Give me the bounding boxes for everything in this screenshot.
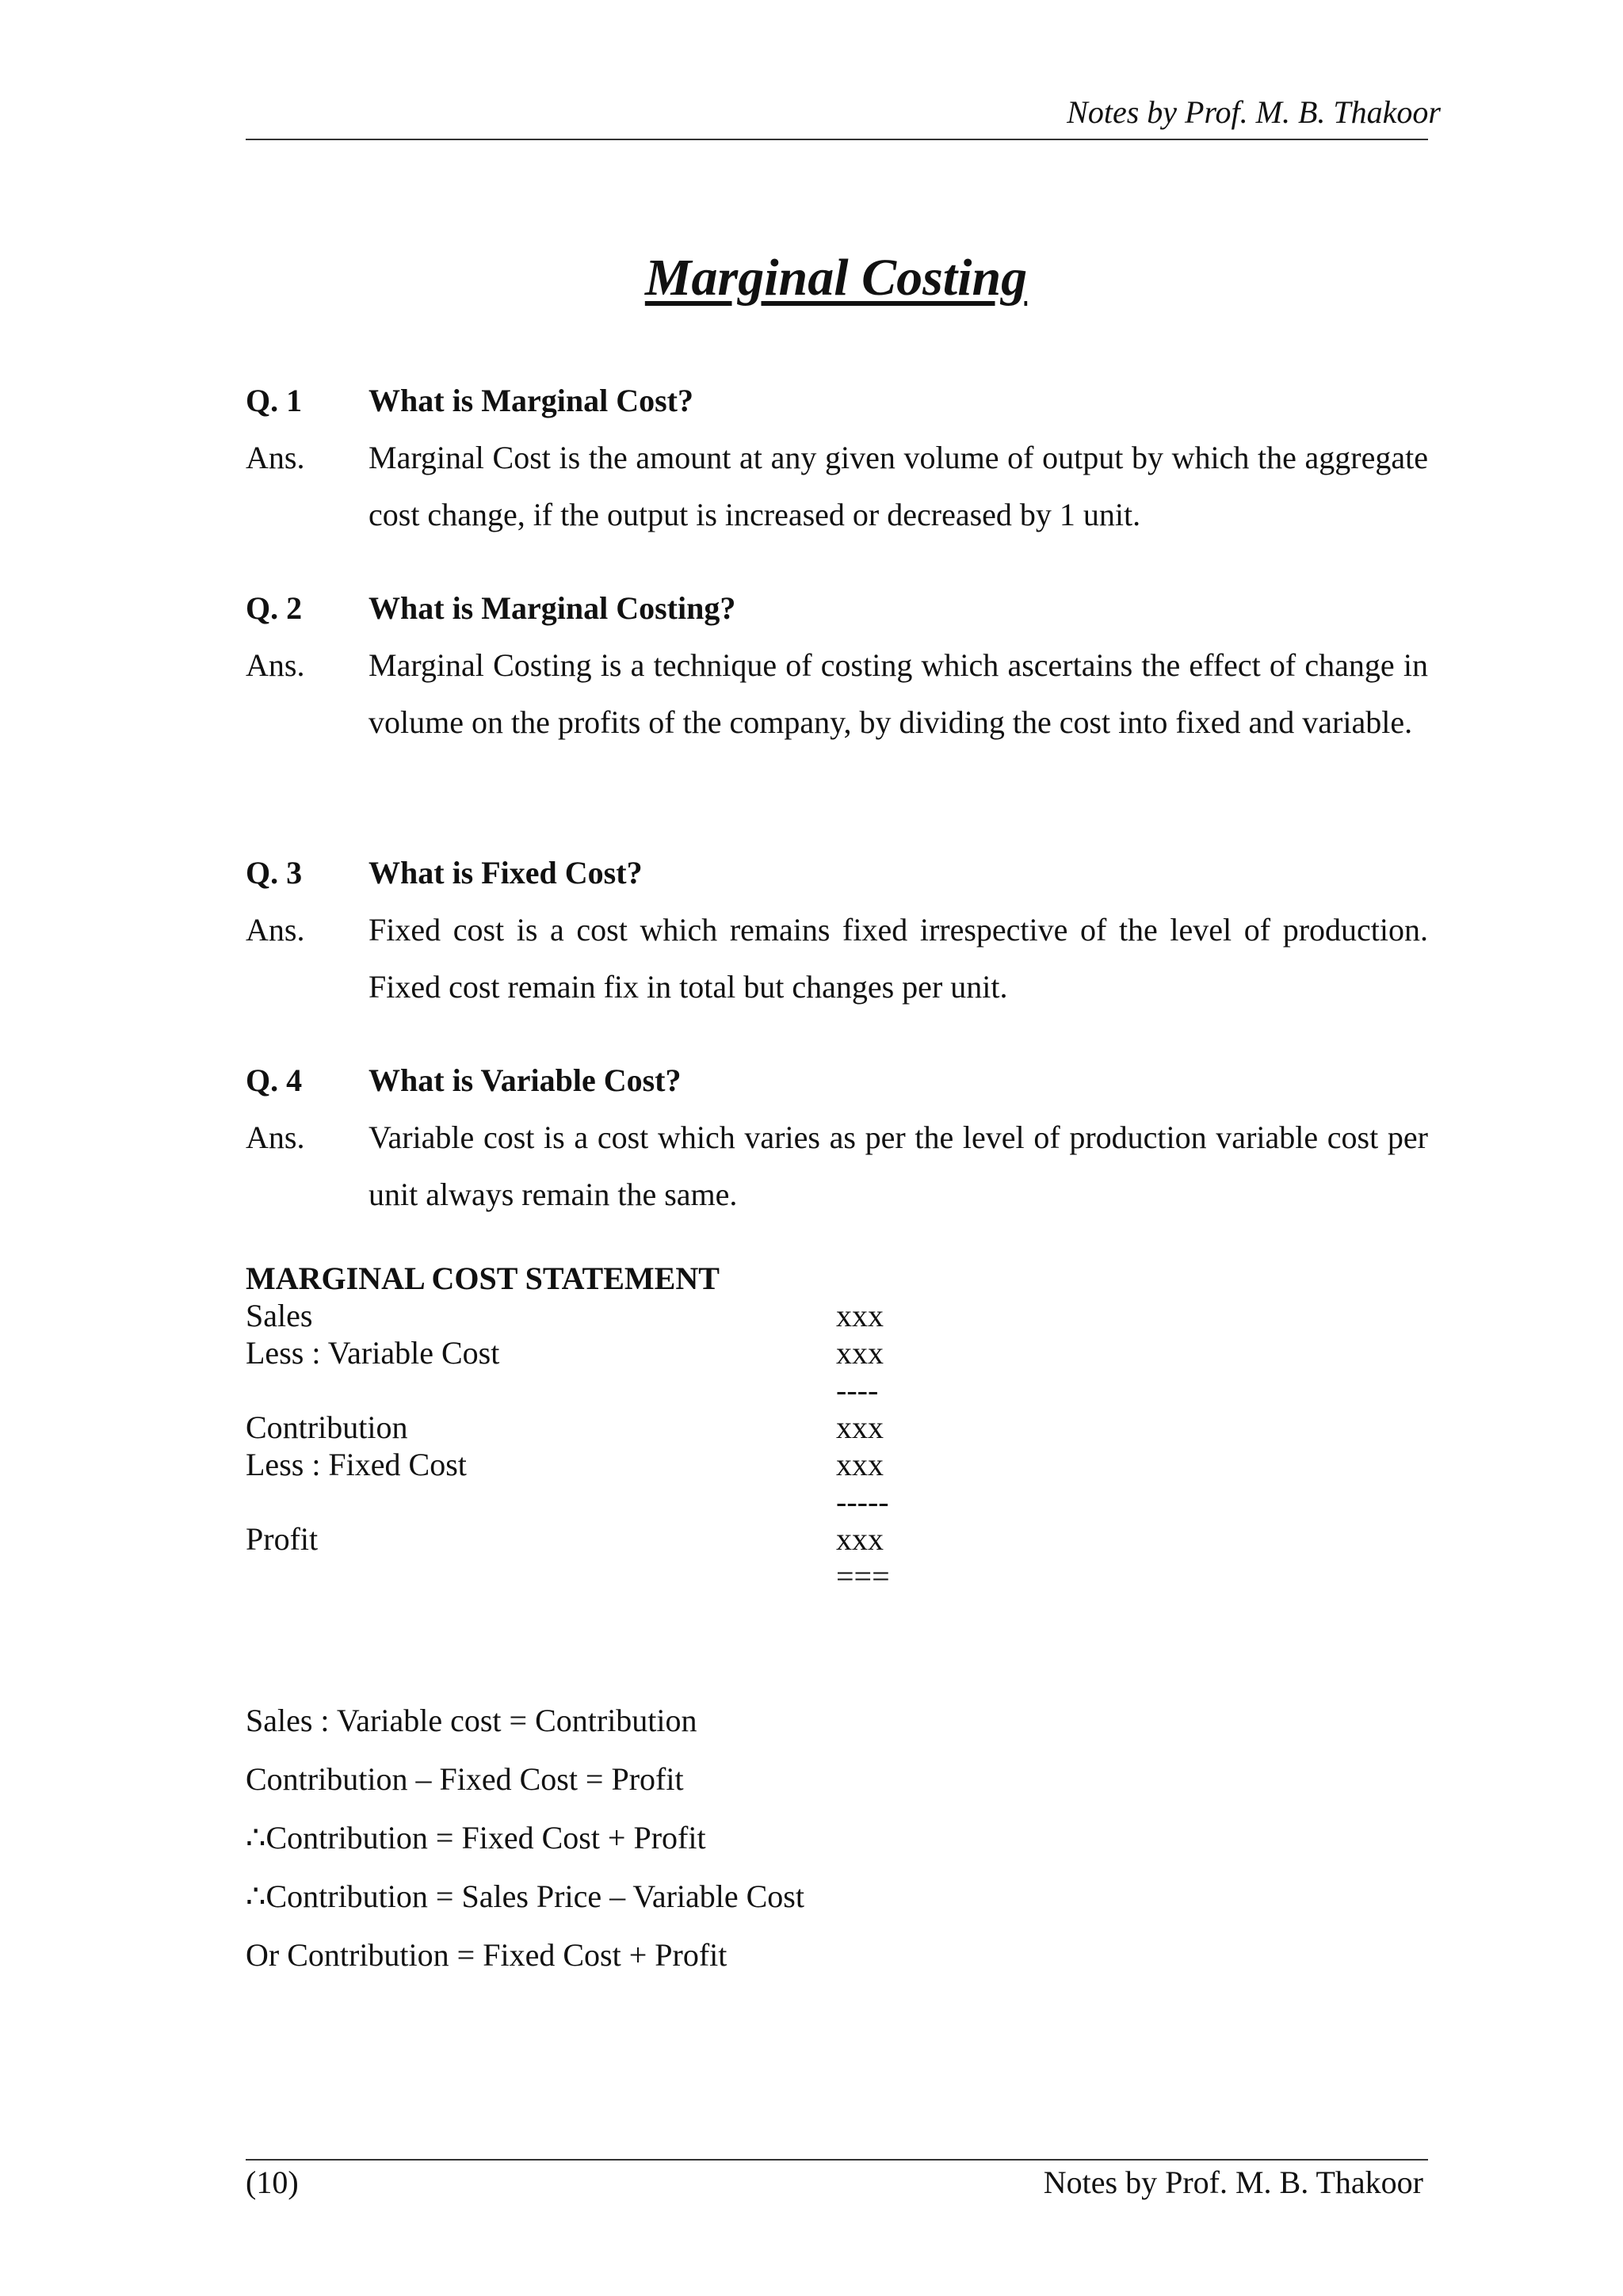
statement-label bbox=[246, 1371, 836, 1409]
answer-row bbox=[246, 637, 1428, 751]
answer-row bbox=[246, 429, 1428, 543]
statement-row bbox=[246, 1371, 959, 1409]
statement-row bbox=[246, 1520, 959, 1558]
statement-row bbox=[246, 1558, 959, 1595]
answer-text: Marginal Cost is the amount at any given volume of output by which the aggregate cost change, if the output is increased or decreased by 1 unit. bbox=[369, 440, 1428, 532]
footer-rule bbox=[246, 2159, 1428, 2161]
statement-row bbox=[246, 1297, 959, 1334]
statement-label: Sales bbox=[246, 1298, 313, 1333]
statement-label: Less : Variable Cost bbox=[246, 1335, 500, 1371]
statement-title: MARGINAL COST STATEMENT bbox=[246, 1261, 720, 1296]
statement-label bbox=[246, 1483, 836, 1520]
question-label: Q. 2 bbox=[246, 590, 303, 626]
question-row bbox=[246, 845, 1428, 902]
qa-block-3 bbox=[246, 845, 1428, 1016]
statement-row bbox=[246, 1483, 959, 1520]
formula-line: ∴Contribution = Fixed Cost + Profit bbox=[246, 1820, 706, 1855]
statement-separator: ----- bbox=[836, 1484, 889, 1520]
statement-row bbox=[246, 1446, 959, 1483]
formula-line: ∴Contribution = Sales Price – Variable Cost bbox=[246, 1878, 804, 1914]
formula-line: Or Contribution = Fixed Cost + Profit bbox=[246, 1937, 727, 1973]
statement-label: Profit bbox=[246, 1521, 319, 1557]
marginal-cost-statement bbox=[246, 1260, 959, 1595]
answer-text: Marginal Costing is a technique of costing which ascertains the effect of change in volume on the profits of the company, by dividing the cost into fixed and variable. bbox=[369, 647, 1428, 740]
answer-text: Fixed cost is a cost which remains fixed irrespective of the level of production. Fixed cost remain fix in total but changes per unit. bbox=[369, 912, 1428, 1005]
statement-value: xxx bbox=[836, 1409, 884, 1445]
statement-label bbox=[246, 1558, 836, 1595]
statement-row bbox=[246, 1334, 959, 1371]
formula-list bbox=[246, 1691, 804, 1985]
statement-value: xxx bbox=[836, 1335, 884, 1371]
answer-label: Ans. bbox=[246, 440, 305, 475]
question-row bbox=[246, 580, 1428, 637]
answer-label: Ans. bbox=[246, 1119, 305, 1155]
question-row bbox=[246, 372, 1428, 429]
statement-value: xxx bbox=[836, 1447, 884, 1482]
qa-block-1 bbox=[246, 372, 1428, 543]
answer-row bbox=[246, 902, 1428, 1016]
question-label: Q. 3 bbox=[246, 855, 303, 891]
statement-value: xxx bbox=[836, 1521, 884, 1557]
statement-row bbox=[246, 1409, 959, 1446]
question-label: Q. 4 bbox=[246, 1062, 303, 1098]
question-row bbox=[246, 1052, 1428, 1109]
answer-text: Variable cost is a cost which varies as per the level of production variable cost per unit always remain the same. bbox=[369, 1119, 1428, 1212]
answer-row bbox=[246, 1109, 1428, 1223]
statement-value: xxx bbox=[836, 1298, 884, 1333]
question-label: Q. 1 bbox=[246, 383, 303, 418]
question-text: What is Variable Cost? bbox=[369, 1062, 682, 1098]
question-text: What is Marginal Cost? bbox=[369, 383, 693, 418]
formula-line: Contribution – Fixed Cost = Profit bbox=[246, 1761, 684, 1797]
header-notes-by: Notes by Prof. M. B. Thakoor bbox=[1067, 94, 1441, 130]
statement-separator: ---- bbox=[836, 1372, 879, 1408]
statement-separator: === bbox=[836, 1558, 890, 1594]
qa-block-2 bbox=[246, 580, 1428, 751]
question-text: What is Marginal Costing? bbox=[369, 590, 736, 626]
statement-label: Less : Fixed Cost bbox=[246, 1447, 467, 1482]
statement-label: Contribution bbox=[246, 1409, 408, 1445]
page-title: Marginal Costing bbox=[644, 249, 1028, 307]
formula-line: Sales : Variable cost = Contribution bbox=[246, 1703, 697, 1738]
answer-label: Ans. bbox=[246, 912, 305, 948]
page-number: (10) bbox=[246, 2164, 299, 2200]
question-text: What is Fixed Cost? bbox=[369, 855, 643, 891]
footer-notes-by: Notes by Prof. M. B. Thakoor bbox=[1043, 2164, 1423, 2200]
header-rule bbox=[246, 139, 1428, 140]
answer-label: Ans. bbox=[246, 647, 305, 683]
qa-block-4 bbox=[246, 1052, 1428, 1223]
